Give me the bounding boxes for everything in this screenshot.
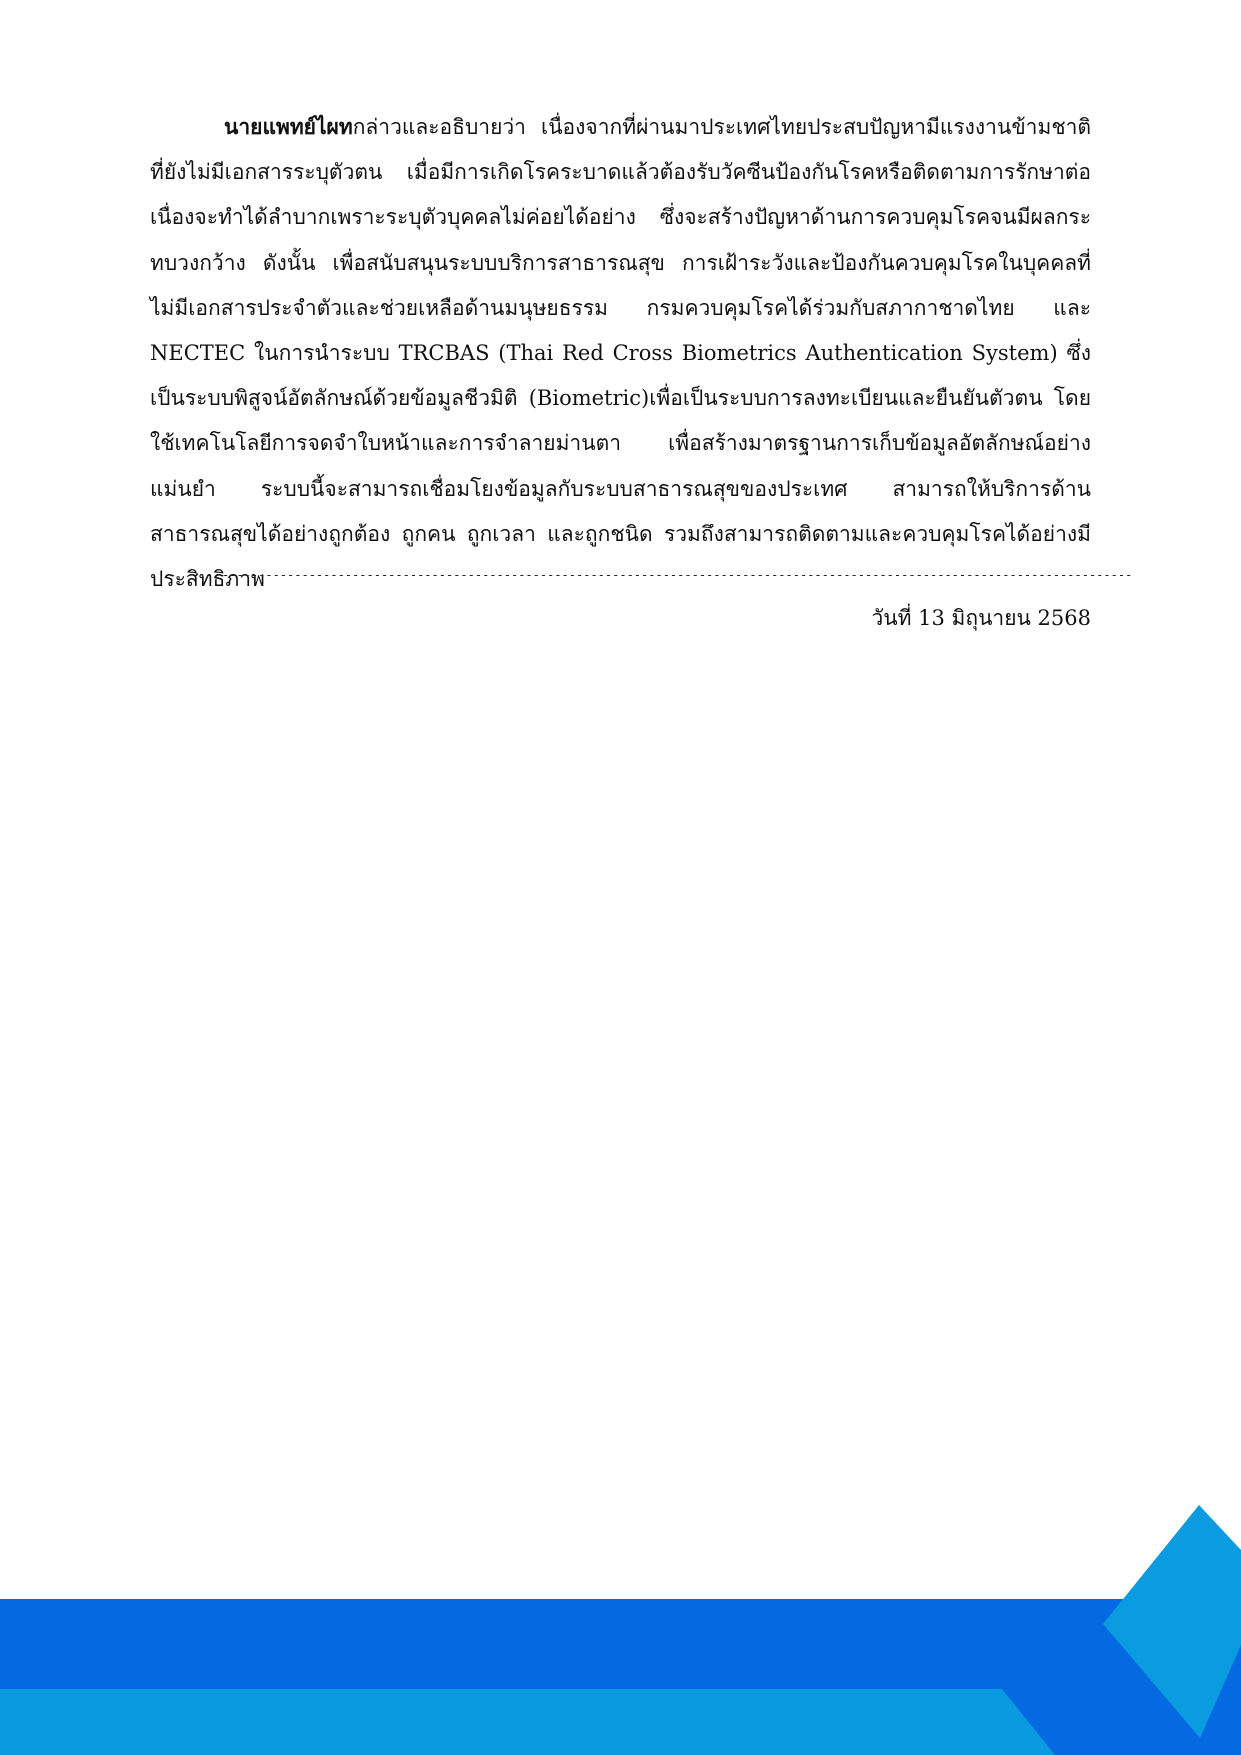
publication-date: วันที่ 13 มิถุนายน 2568 <box>871 606 1091 630</box>
speaker-name: นายแพทย์ไผท <box>224 114 353 139</box>
article-paragraph <box>150 104 1133 602</box>
article-body: กล่าวและอธิบายว่า เนื่องจากที่ผ่านมาประเทศไทยประสบปัญหามีแรงงานข้ามชาติที่ยังไม่มีเอกสารระบุตัวตน เมื่อมีการเกิดโรคระบาดแล้วต้องรับวัคซีนป้องกันโรคหรือติดตามการรักษาต่อเนื่องจะทำได้ลำบากเพราะระบุตัวบุคคลไม่ค่อยได้อย่าง ซึ่งจะสร้างปัญหาด้านการควบคุมโรคจนมีผลกระทบวงกว้าง ดังนั้น เพื่อสนับสนุนระบบบริการสาธารณสุข การเฝ้าระวังและป้องกันควบคุมโรคในบุคคลที่ไม่มีเอกสารประจำตัวและช่วยเหลือด้านมนุษยธรรม กรมควบคุมโรคได้ร่วมกับสภากาชาดไทย และ NECTEC ในการนำระบบ TRCBAS (Thai Red Cross Biometrics Authentication System) ซึ่งเป็นระบบพิสูจน์อัตลักษณ์ด้วยข้อมูลชีวมิติ (Biometric)เพื่อเป็นระบบการลงทะเบียนและยืนยันตัวตน โดยใช้เทคโนโลยีการจดจำใบหน้าและการจำลายม่านตา เพื่อสร้างมาตรฐานการเก็บข้อมูลอัตลักษณ์อย่างแม่นยำ ระบบนี้จะสามารถเชื่อมโยงข้อมูลกับระบบสาธารณสุขของประเทศ สามารถให้บริการด้านสาธารณสุขได้อย่างถูกต้อง ถูกคน ถูกเวลา และถูกชนิด รวมถึงสามารถติดตามและควบคุมโรคได้อย่างมีประสิทธิภาพ <box>150 115 1091 592</box>
footer-band-light <box>0 1689 1055 1755</box>
section-separator: ------------------------------------------------------------------------------------------------------------------------------ <box>222 568 1133 582</box>
footer-decoration <box>0 1495 1241 1755</box>
